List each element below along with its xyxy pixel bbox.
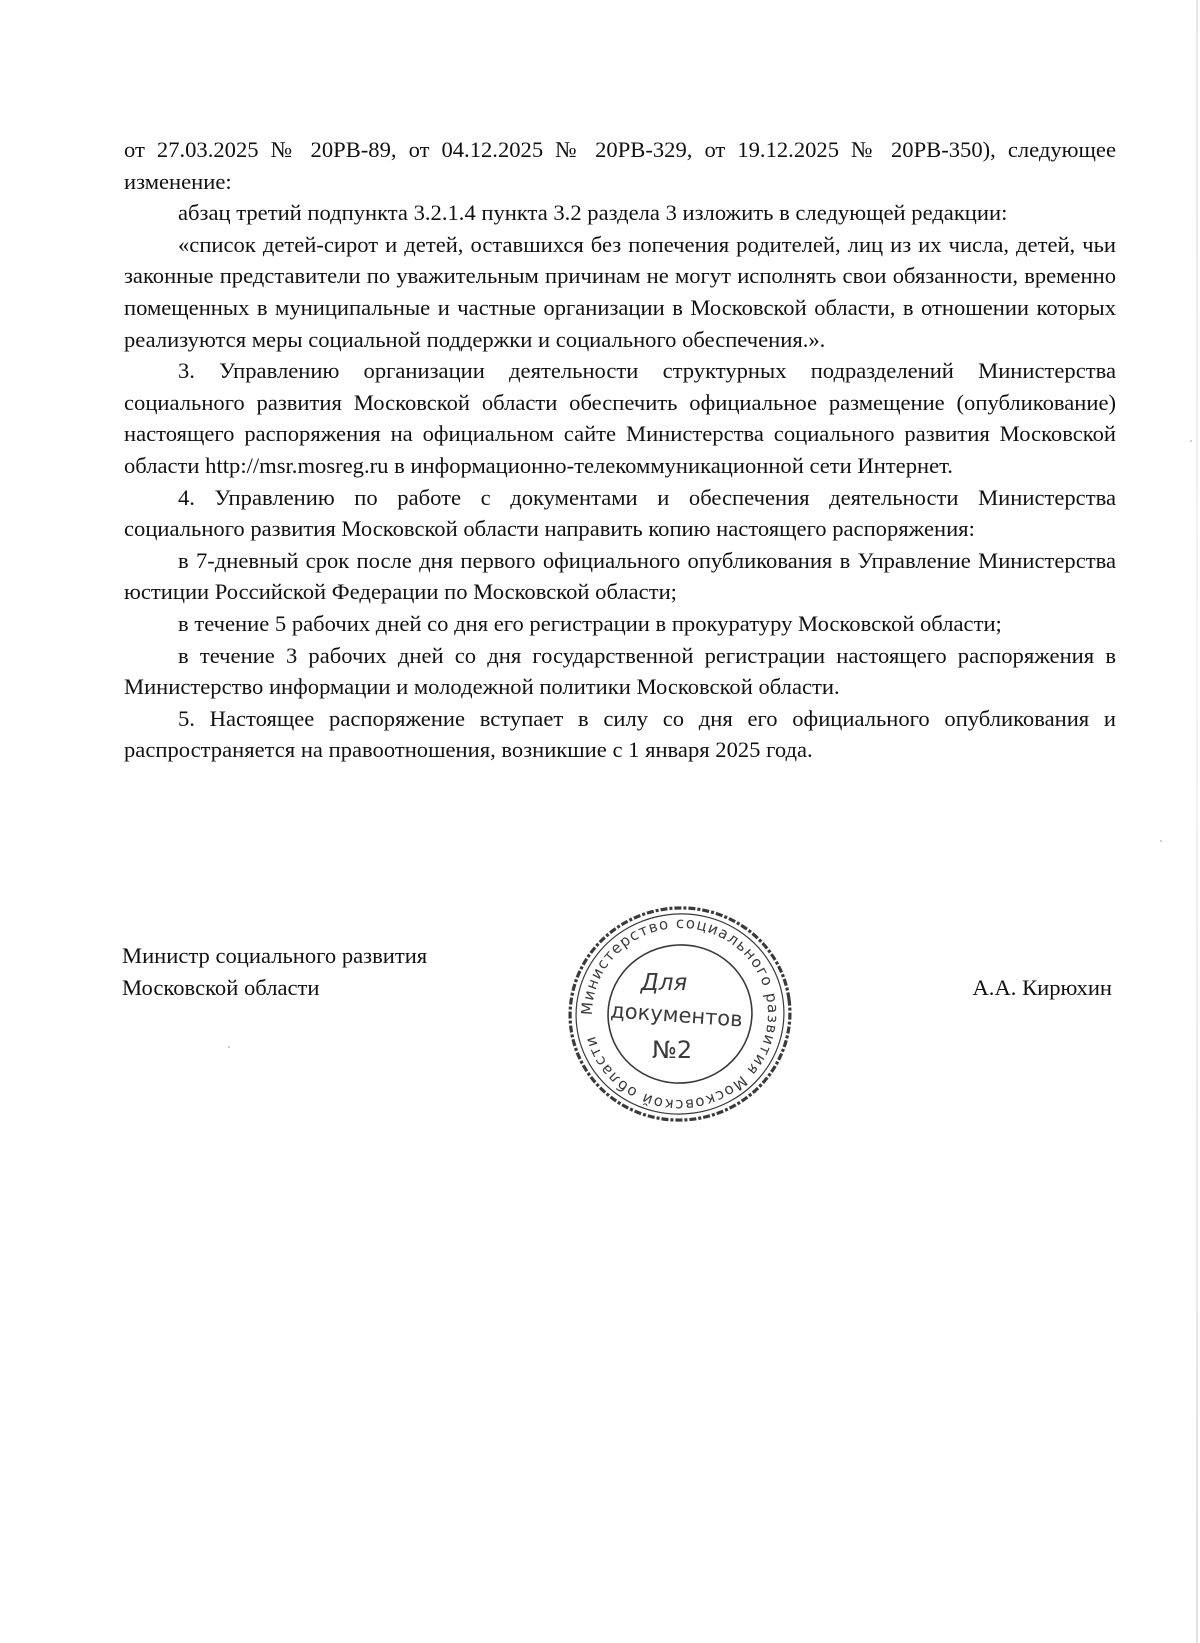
paragraph-item-4-ministry-info: в течение 3 рабочих дней со дня государственной регистрации настоящего распоряжения в Министерство информации и молодежной политики Московской области. <box>124 642 1116 700</box>
paragraph-item-4: 4. Управлению по работе с документами и обеспечения деятельности Министерства социального развития Московской области направить копию настоящего распоряжения: <box>124 484 1116 542</box>
seal-center-line2: документов <box>609 998 744 1032</box>
signatory-name: А.А. Кирюхин <box>972 975 1112 1000</box>
signatory-position-line2: Московской области <box>122 974 320 1000</box>
paragraph-item-4-justice: в 7-дневный срок после дня первого официального опубликования в Управление Министерства юстиции Российской Федерации по Московской области; <box>124 547 1116 605</box>
scan-speck <box>228 1046 230 1048</box>
seal-ring-text: Министерство социального развития Московской области <box>577 913 783 1115</box>
paragraph-amendment-text: «список детей-сирот и детей, оставшихся без попечения родителей, лиц из их числа, детей, чьи законные представители по уважительным причинам не могут исполнять свои обязанности, временно помещенных в муниципальные и частные организации в Московской области, в отношении которых реализуются меры социальной поддержки и социального обеспечения.». <box>124 231 1116 352</box>
seal-center-line1: Для <box>640 970 688 996</box>
scan-edge-line <box>1196 0 1198 1643</box>
paragraph-amendment-instruction: абзац третий подпункта 3.2.1.4 пункта 3.2 раздела 3 изложить в следующей редакции: <box>178 200 1008 226</box>
scan-speck <box>1160 840 1162 842</box>
signatory-position-line1: Министр социального развития <box>122 943 428 968</box>
document-body <box>124 134 1116 766</box>
paragraph-item-5: 5. Настоящее распоряжение вступает в силу со дня его официального опубликования и распространяется на правоотношения, возникшие с 1 января 2025 года. <box>124 705 1116 763</box>
signatory-position <box>122 940 427 1003</box>
seal-graphic <box>560 898 800 1130</box>
paragraph-item-3: 3. Управлению организации деятельности структурных подразделений Министерства социального развития Московской области обеспечить официальное размещение (опубликование) настоящего распоряжения на официальном сайте Министерства социального развития Московской области http://msr.mosreg.ru в информационно-телекоммуникационной сети Интернет. <box>124 358 1116 478</box>
scan-speck <box>1190 440 1192 442</box>
official-seal-stamp <box>560 898 800 1130</box>
paragraph-amendment-intro: от 27.03.2025 № 20РВ-89, от 04.12.2025 № 20РВ-329, от 19.12.2025 № 20РВ-350), следующее изменение: <box>124 137 1116 194</box>
seal-center-line3: №2 <box>651 1036 693 1064</box>
paragraph-item-4-prosecutor: в течение 5 рабочих дней со дня его регистрации в прокуратуру Московской области; <box>178 610 1002 636</box>
